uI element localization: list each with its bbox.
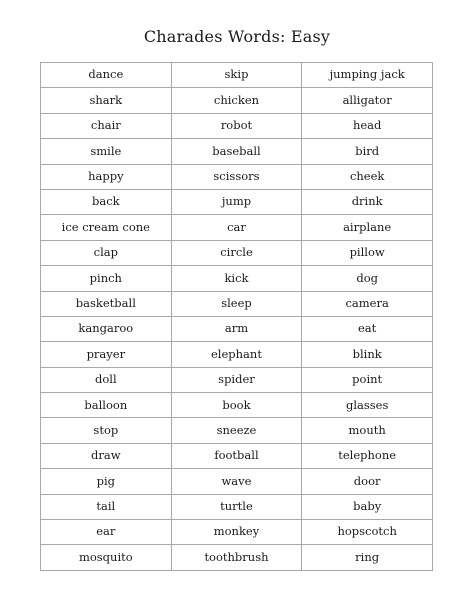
word-cell: sneeze <box>171 418 302 443</box>
word-cell: point <box>302 367 433 392</box>
word-cell: pinch <box>41 266 172 291</box>
table-row <box>41 443 433 468</box>
word-cell: dance <box>41 63 172 88</box>
word-cell: clap <box>41 240 172 265</box>
word-cell: stop <box>41 418 172 443</box>
word-cell: jumping jack <box>302 63 433 88</box>
word-cell: baby <box>302 494 433 519</box>
table-row <box>41 240 433 265</box>
word-cell: ice cream cone <box>41 215 172 240</box>
word-cell: happy <box>41 164 172 189</box>
word-cell: book <box>171 393 302 418</box>
word-cell: chair <box>41 113 172 138</box>
table-row <box>41 291 433 316</box>
table-row <box>41 494 433 519</box>
word-cell: dog <box>302 266 433 291</box>
word-cell: drink <box>302 189 433 214</box>
table-row <box>41 520 433 545</box>
word-cell: doll <box>41 367 172 392</box>
table-row <box>41 393 433 418</box>
table-row <box>41 63 433 88</box>
words-table-body <box>41 63 433 571</box>
word-cell: back <box>41 189 172 214</box>
table-row <box>41 418 433 443</box>
table-row <box>41 164 433 189</box>
word-cell: basketball <box>41 291 172 316</box>
word-cell: arm <box>171 316 302 341</box>
word-cell: ring <box>302 545 433 570</box>
word-cell: head <box>302 113 433 138</box>
word-cell: scissors <box>171 164 302 189</box>
word-cell: elephant <box>171 342 302 367</box>
word-cell: jump <box>171 189 302 214</box>
word-cell: prayer <box>41 342 172 367</box>
word-cell: alligator <box>302 88 433 113</box>
word-cell: pillow <box>302 240 433 265</box>
word-cell: airplane <box>302 215 433 240</box>
word-cell: turtle <box>171 494 302 519</box>
word-cell: hopscotch <box>302 520 433 545</box>
table-row <box>41 88 433 113</box>
word-cell: football <box>171 443 302 468</box>
word-cell: camera <box>302 291 433 316</box>
word-cell: cheek <box>302 164 433 189</box>
table-row <box>41 469 433 494</box>
word-cell: chicken <box>171 88 302 113</box>
word-cell: mosquito <box>41 545 172 570</box>
table-row <box>41 266 433 291</box>
word-cell: kick <box>171 266 302 291</box>
word-cell: smile <box>41 139 172 164</box>
word-cell: baseball <box>171 139 302 164</box>
table-row <box>41 113 433 138</box>
table-row <box>41 189 433 214</box>
word-cell: shark <box>41 88 172 113</box>
word-cell: glasses <box>302 393 433 418</box>
word-cell: ear <box>41 520 172 545</box>
word-cell: bird <box>302 139 433 164</box>
word-cell: car <box>171 215 302 240</box>
word-cell: circle <box>171 240 302 265</box>
word-cell: kangaroo <box>41 316 172 341</box>
word-cell: wave <box>171 469 302 494</box>
word-cell: telephone <box>302 443 433 468</box>
table-row <box>41 139 433 164</box>
word-cell: balloon <box>41 393 172 418</box>
table-row <box>41 342 433 367</box>
word-cell: robot <box>171 113 302 138</box>
table-row <box>41 215 433 240</box>
word-cell: spider <box>171 367 302 392</box>
word-cell: pig <box>41 469 172 494</box>
word-cell: skip <box>171 63 302 88</box>
table-row <box>41 367 433 392</box>
page-title: Charades Words: Easy <box>143 27 331 46</box>
table-row <box>41 316 433 341</box>
word-cell: blink <box>302 342 433 367</box>
word-cell: draw <box>41 443 172 468</box>
word-cell: door <box>302 469 433 494</box>
word-cell: tail <box>41 494 172 519</box>
word-cell: mouth <box>302 418 433 443</box>
words-table <box>40 62 433 571</box>
word-cell: sleep <box>171 291 302 316</box>
table-row <box>41 545 433 570</box>
word-cell: monkey <box>171 520 302 545</box>
word-cell: eat <box>302 316 433 341</box>
word-cell: toothbrush <box>171 545 302 570</box>
